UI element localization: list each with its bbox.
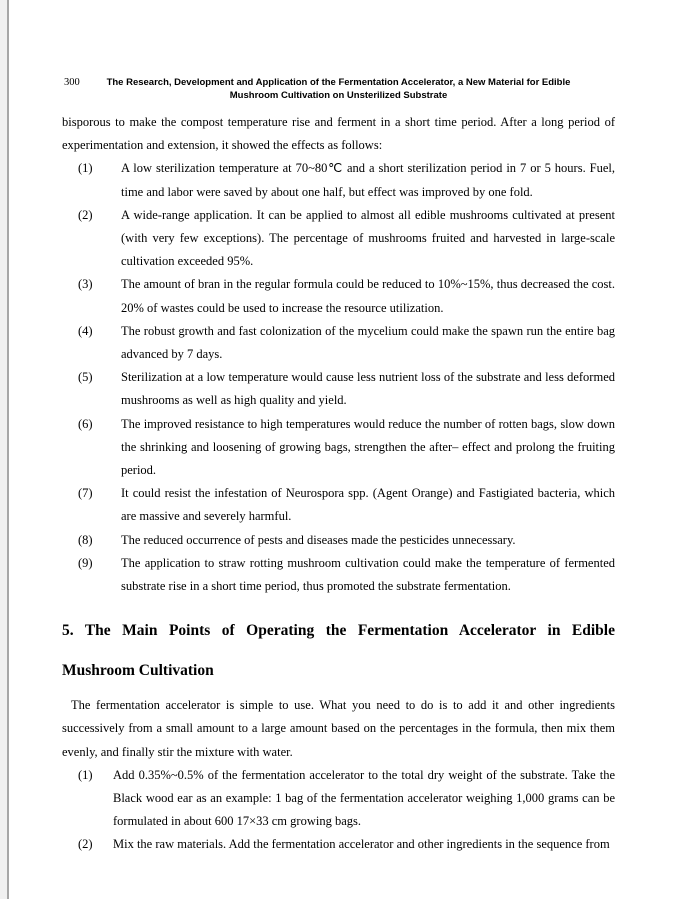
section-heading	[62, 611, 615, 691]
list-item	[62, 529, 615, 552]
list-item-number: (1)	[78, 161, 93, 176]
list-item	[62, 204, 615, 274]
list-item	[62, 320, 615, 366]
effects-list	[62, 157, 615, 598]
list-item-text: The application to straw rotting mushroom cultivation could make the temperature of fermented substrate rise in a short time period, thus promoted the substrate fermentation.	[121, 555, 615, 594]
list-item-number: (5)	[78, 370, 93, 385]
list-item-number: (1)	[78, 767, 93, 782]
list-item	[62, 482, 615, 528]
steps-list	[62, 764, 615, 857]
list-item	[62, 157, 615, 203]
list-item-text: Sterilization at a low temperature would cause less nutrient loss of the substrate and less deformed mushrooms as well as high quality and yield.	[121, 370, 615, 408]
section-heading-line1: 5. The Main Points of Operating the Fermentation Accelerator in Edible	[62, 622, 615, 640]
section-heading-line2: Mushroom Cultivation	[62, 662, 214, 680]
list-item	[62, 764, 615, 834]
list-item-text: The amount of bran in the regular formula could be reduced to 10%~15%, thus decreased the cost. 20% of wastes could be used to increase the resource utilization.	[121, 277, 615, 315]
list-item-number: (4)	[78, 323, 93, 338]
list-item-number: (7)	[78, 486, 93, 501]
opening-paragraph: bisporous to make the compost temperature rise and ferment in a short time period. After a long period of experimentation and extension, it showed the effects as follows:	[62, 115, 615, 153]
running-header	[62, 76, 615, 102]
list-item	[62, 833, 615, 856]
list-item	[62, 413, 615, 483]
list-item	[62, 273, 615, 319]
running-title-line1: The Research, Development and Application of the Fermentation Accelerator, a New Material for Edible	[106, 77, 571, 88]
list-item-text: The robust growth and fast colonization of the mycelium could make the spawn run the entire bag advanced by 7 days.	[121, 323, 615, 362]
list-item-number: (2)	[78, 837, 93, 852]
list-item-text: A wide-range application. It can be applied to almost all edible mushrooms cultivated at present (with very few exceptions). The percentage of mushrooms fruited and harvested in large-scale cultivation exceeded 95%.	[121, 207, 615, 269]
list-item-number: (3)	[78, 277, 93, 292]
list-item-text: A low sterilization temperature at 70~80℃ and a short sterilization period in 7 or 5 hours. Fuel, time and labor were saved by about one half, but effect was improved by one fold.	[121, 161, 615, 199]
list-item-text: Add 0.35%~0.5% of the fermentation accelerator to the total dry weight of the substrate. Take the Black wood ear as an example: 1 bag of the fermentation accelerator weighing 1,000 grams can be formulated in about 600 17×33 cm growing bags.	[113, 767, 615, 829]
list-item	[62, 552, 615, 598]
list-item-text: The improved resistance to high temperatures would reduce the number of rotten bags, slow down the shrinking and loosening of growing bags, strengthen the after– effect and prolong the fruiting period.	[121, 416, 615, 478]
list-item-text: It could resist the infestation of Neurospora spp. (Agent Orange) and Fastigiated bacteria, which are massive and severely harmful.	[121, 486, 615, 524]
section-paragraph: The fermentation accelerator is simple to use. What you need to do is to add it and other ingredients successively from a small amount to a large amount based on the percentages in the formula, then mix them evenly, and finally stir the mixture with water.	[62, 698, 615, 759]
list-item-number: (6)	[78, 416, 93, 431]
running-title-line2: Mushroom Cultivation on Unsterilized Substrate	[229, 90, 448, 101]
list-item-text: The reduced occurrence of pests and diseases made the pesticides unnecessary.	[121, 532, 516, 547]
page-number: 300	[64, 77, 80, 88]
list-item	[62, 366, 615, 412]
list-item-number: (8)	[78, 532, 93, 547]
list-item-text: Mix the raw materials. Add the fermentation accelerator and other ingredients in the sequence from	[113, 837, 610, 852]
list-item-number: (2)	[78, 207, 93, 222]
list-item-number: (9)	[78, 555, 93, 570]
